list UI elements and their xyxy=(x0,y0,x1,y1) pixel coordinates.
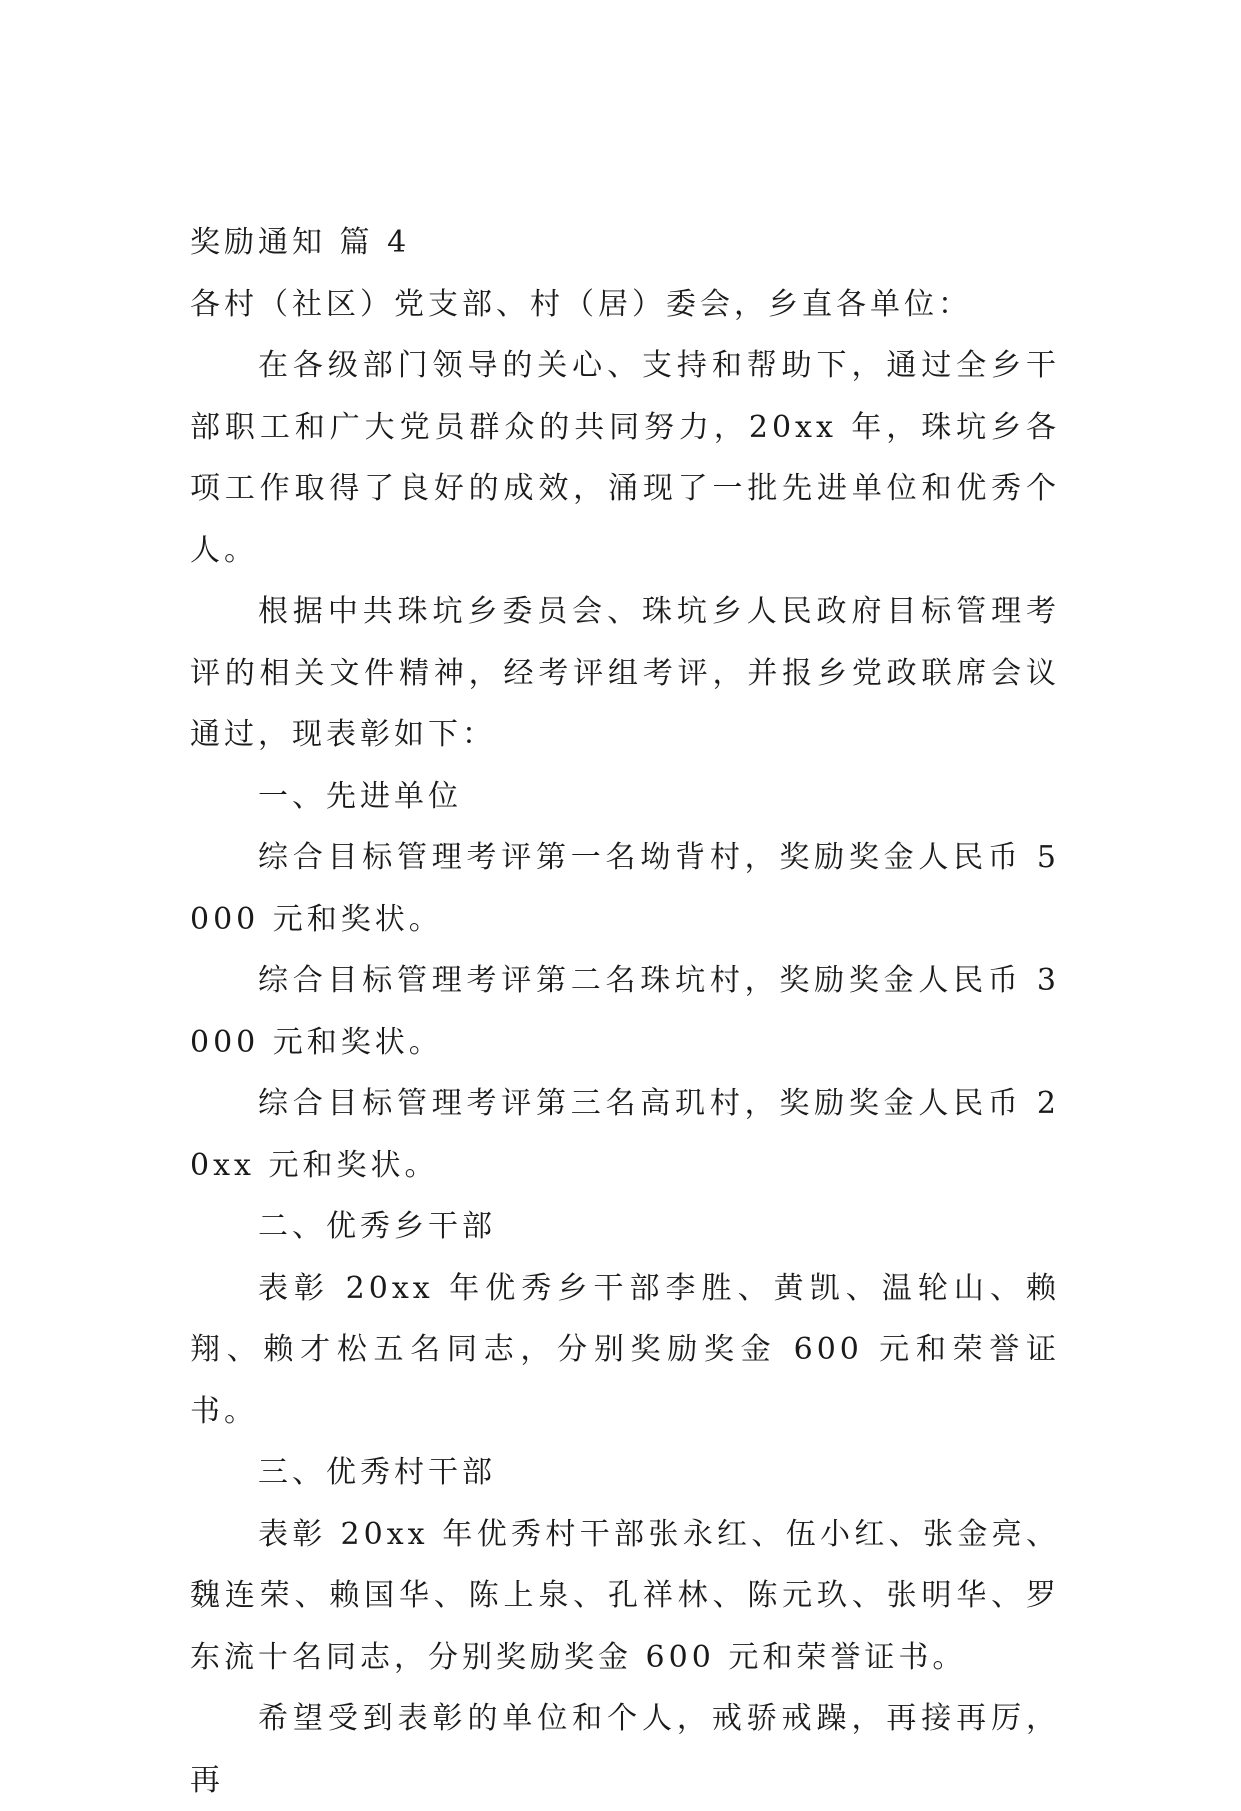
paragraph-first-place: 综合目标管理考评第一名坳背村，奖励奖金人民币 5000 元和奖状。 xyxy=(190,840,1060,937)
section-heading-village-cadres: 三、优秀村干部 xyxy=(258,1455,496,1490)
paragraph-closing: 希望受到表彰的单位和个人，戒骄戒躁，再接再厉，再 xyxy=(190,1701,1060,1798)
document-title: 奖励通知 篇 4 xyxy=(190,225,411,260)
document-body xyxy=(190,212,1060,1811)
section-heading-township-cadres: 二、优秀乡干部 xyxy=(258,1209,496,1244)
salutation: 各村（社区）党支部、村（居）委会，乡直各单位： xyxy=(190,286,972,322)
paragraph-township-cadres: 表彰 20xx 年优秀乡干部李胜、黄凯、温轮山、赖翔、赖才松五名同志，分别奖励奖金 600 元和荣誉证书。 xyxy=(190,1270,1060,1429)
paragraph-intro: 在各级部门领导的关心、支持和帮助下，通过全乡干部职工和广大党员群众的共同努力，20xx 年，珠坑乡各项工作取得了良好的成效，涌现了一批先进单位和优秀个人。 xyxy=(190,348,1060,568)
section-heading-advanced-units: 一、先进单位 xyxy=(258,778,462,814)
paragraph-third-place: 综合目标管理考评第三名高玑村，奖励奖金人民币 20xx 元和奖状。 xyxy=(190,1086,1060,1183)
paragraph-village-cadres: 表彰 20xx 年优秀村干部张永红、伍小红、张金亮、魏连荣、赖国华、陈上泉、孔祥林、陈元玖、张明华、罗东流十名同志，分别奖励奖金 600 元和荣誉证书。 xyxy=(190,1516,1060,1675)
paragraph-basis: 根据中共珠坑乡委员会、珠坑乡人民政府目标管理考评的相关文件精神，经考评组考评，并报乡党政联席会议通过，现表彰如下： xyxy=(190,594,1060,752)
paragraph-second-place: 综合目标管理考评第二名珠坑村，奖励奖金人民币 3000 元和奖状。 xyxy=(190,963,1060,1060)
